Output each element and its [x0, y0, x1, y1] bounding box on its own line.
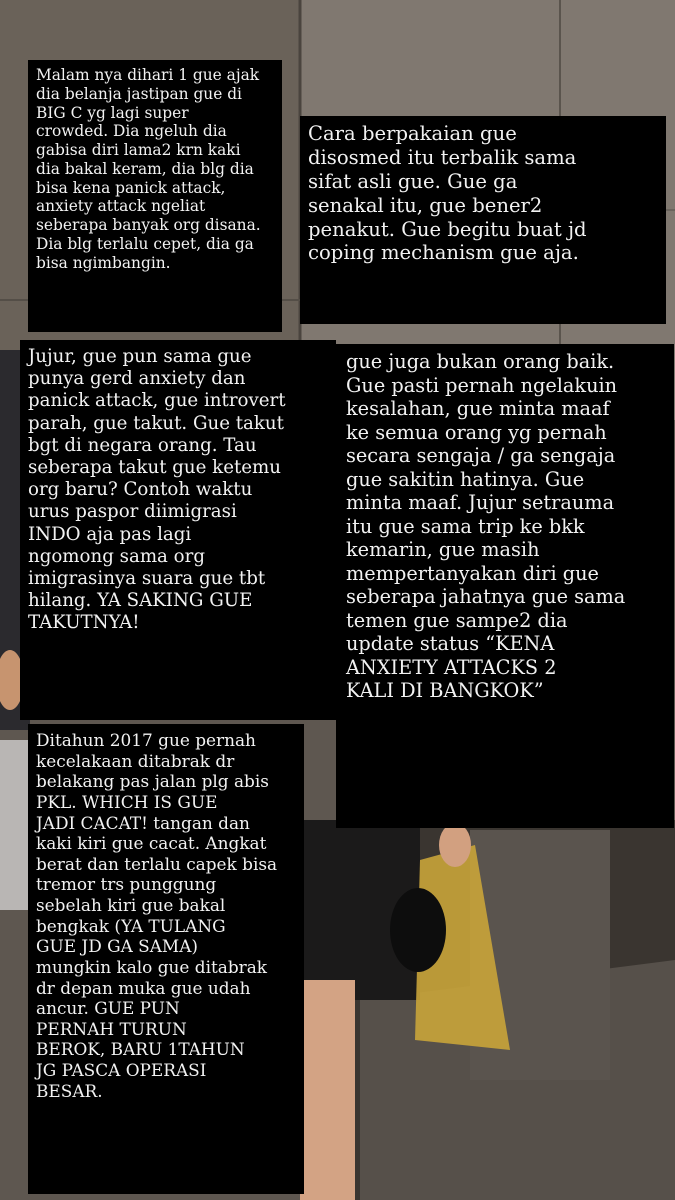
story-text-box-accident: Ditahun 2017 gue pernah kecelakaan ditabrak dr belakang pas jalan plg abis PKL. WHICH IS GUE JADI CACAT! tangan dan kaki kiri gue cacat. Angkat berat dan terlalu capek bisa tremor trs punggung sebelah kiri gue bakal bengkak (YA TULANG GUE JD GA SAMA) mungkin kalo gue ditabrak dr depan muka gue udah ancur. GUE PUN PERNAH TURUN BEROK, BARU 1TAHUN JG PASCA OPERASI BESAR. [28, 724, 304, 1194]
story-text-box-clothing: Cara berpakaian gue disosmed itu terbalik sama sifat asli gue. Gue ga senakal itu, gue bener2 penakut. Gue begitu buat jd coping mechanism gue aja. [300, 116, 666, 324]
story-text-box-shopping: Malam nya dihari 1 gue ajak dia belanja jastipan gue di BIG C yg lagi super crowded. Dia ngeluh dia gabisa diri lama2 krn kaki dia bakal keram, dia blg dia bisa kena panick attack, anxiety attack ngeliat seberapa banyak org disana. Dia blg terlalu cepet, dia ga bisa ngimbangin. [28, 60, 282, 332]
story-text-box-anxiety: Jujur, gue pun sama gue punya gerd anxiety dan panick attack, gue introvert parah, gue takut. Gue takut bgt di negara orang. Tau seberapa takut gue ketemu org baru? Contoh waktu urus paspor diimigrasi INDO aja pas lagi ngomong sama org imigrasinya suara gue tbt hilang. YA SAKING GUE TAKUTNYA! [20, 340, 336, 720]
story-text-box-apology: gue juga bukan orang baik. Gue pasti pernah ngelakuin kesalahan, gue minta maaf ke semua orang yg pernah secara sengaja / ga sengaja gue sakitin hatinya. Gue minta maaf. Jujur setrauma itu gue sama trip ke bkk kemarin, gue masih mempertanyakan diri gue seberapa jahatnya gue sama temen gue sampe2 dia update status “KENA ANXIETY ATTACKS 2 KALI DI BANGKOK” [336, 344, 674, 828]
